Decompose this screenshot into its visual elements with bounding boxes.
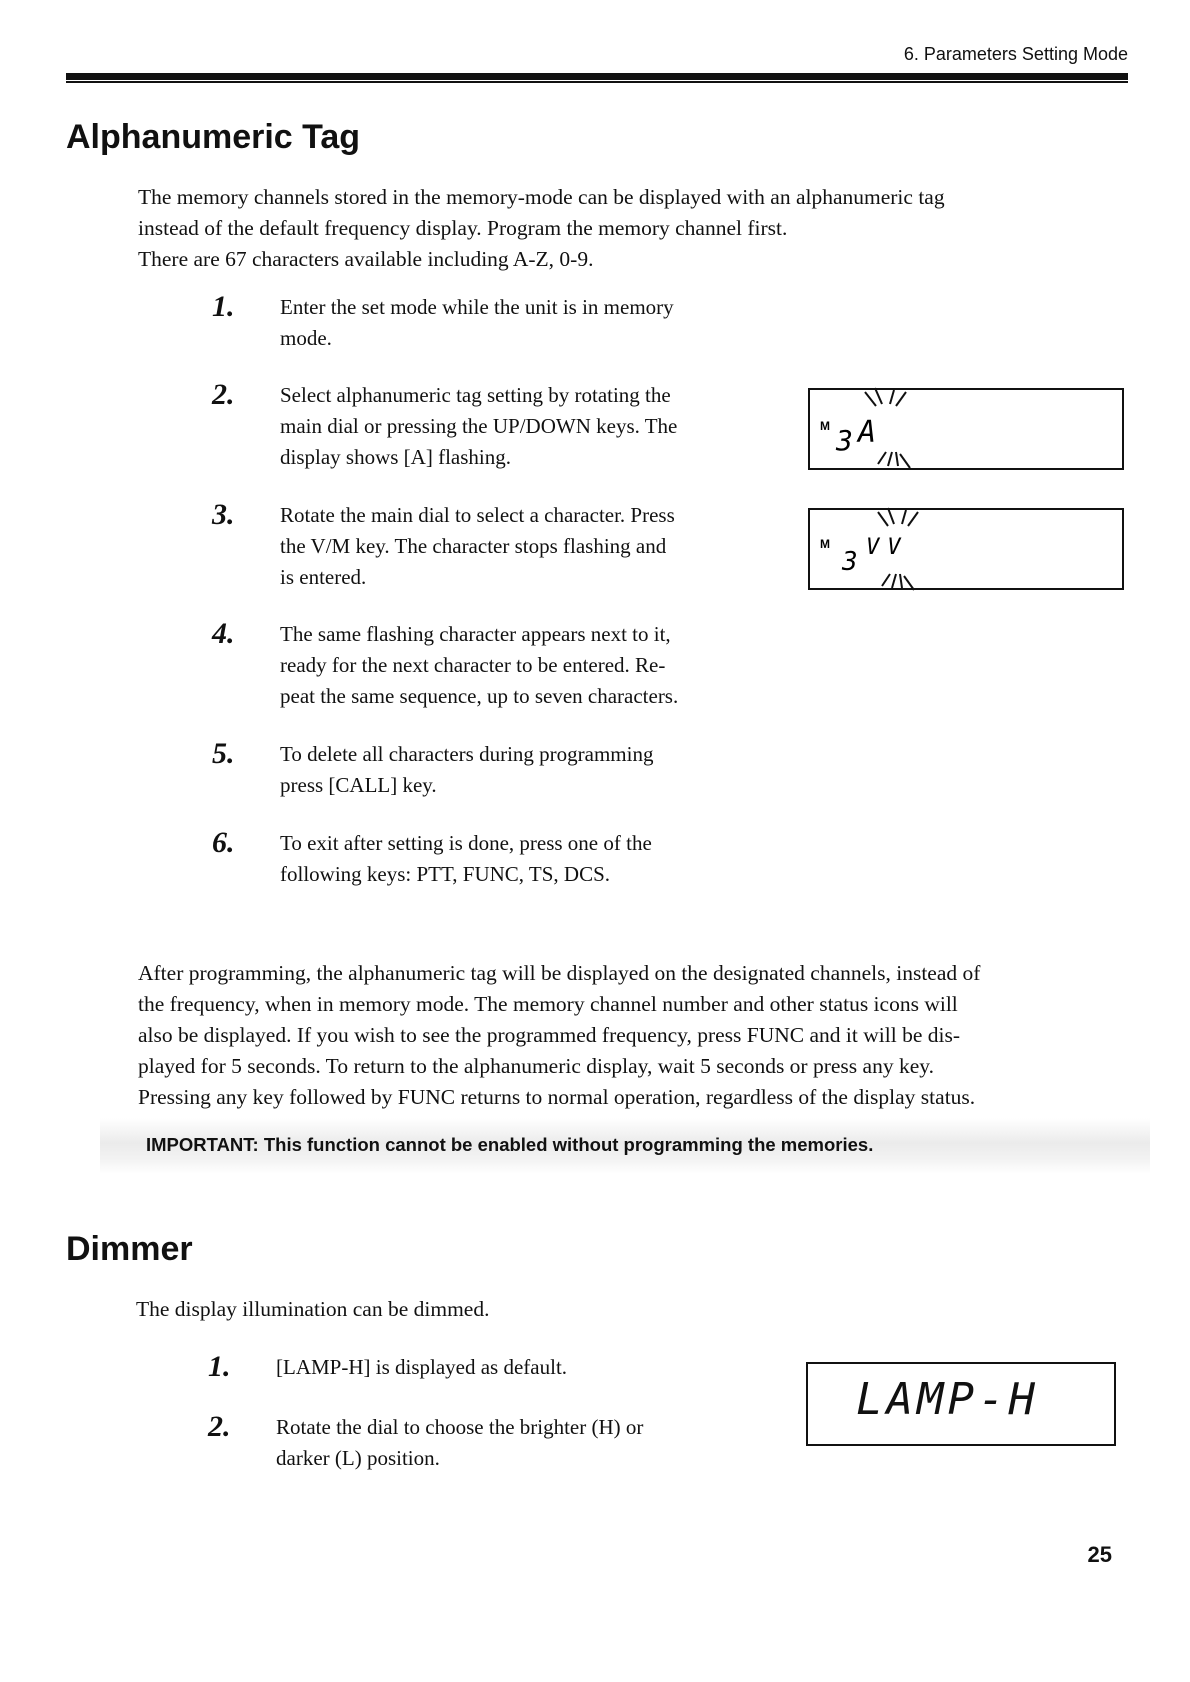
paragraph-line: After programming, the alphanumeric tag will be displayed on the designated channels, instead of [138,961,981,985]
paragraph-line: Pressing any key followed by FUNC returns to normal operation, regardless of the display status. [138,1085,976,1109]
page-number: 25 [1087,1542,1112,1567]
step-text [280,828,750,890]
step-text [276,1352,746,1383]
lcd-display-entered-character-graphic [808,490,1128,620]
running-header: 6. Parameters Setting Mode [903,44,1128,64]
step-line: is entered. [280,565,367,589]
step-line: darker (L) position. [276,1446,440,1470]
step-line: Rotate the dial to choose the brighter (H) or [276,1415,644,1439]
step-text [280,500,750,593]
paragraph-line: the frequency, when in memory mode. The memory channel number and other status icons will [138,992,958,1016]
section-title-dimmer: Dimmer [66,1230,193,1268]
step-number: 1. [212,290,235,323]
step-line: mode. [280,326,332,350]
memory-m-indicator: M [820,419,830,433]
intro-line: The memory channels stored in the memory-mode can be displayed with an alphanumeric tag [138,185,945,209]
step-line: Select alphanumeric tag setting by rotating the [280,383,671,407]
step-number: 6. [212,826,235,859]
step-number: 5. [212,737,235,770]
step-number: 1. [208,1350,231,1383]
lamp-level-readout: LAMP-H [856,1374,1039,1425]
step-text [280,619,750,712]
channel-digit: 3 [842,547,858,577]
step-number: 2. [212,378,235,411]
flashing-character: A [858,415,877,450]
header-rule-thin [66,81,1128,83]
step-text [280,292,750,354]
step-line: To delete all characters during programming [280,742,654,766]
paragraph-line: played for 5 seconds. To return to the alphanumeric display, wait 5 seconds or press any key. [138,1054,934,1078]
step-line: The same flashing character appears next to it, [280,622,671,646]
step-line: ready for the next character to be entered. Re- [280,653,666,677]
memory-m-indicator: M [820,537,830,551]
lcd-display-lamp [806,1362,1116,1446]
step-line: the V/M key. The character stops flashing and [280,534,667,558]
step-line: press [CALL] key. [280,773,437,797]
step-line: peat the same sequence, up to seven characters. [280,684,679,708]
step-line: Enter the set mode while the unit is in memory [280,295,674,319]
step-text [280,380,750,473]
step-number: 2. [208,1410,231,1443]
step-number: 4. [212,617,235,650]
step-line: main dial or pressing the UP/DOWN keys. The [280,414,678,438]
alpha-intro [138,182,945,275]
paragraph-line: also be displayed. If you wish to see the programmed frequency, press FUNC and it will be dis- [138,1023,960,1047]
intro-line: There are 67 characters available including A-Z, 0-9. [138,247,594,271]
step-line: display shows [A] flashing. [280,445,511,469]
step-text [280,739,750,801]
section-title-alphanumeric-tag: Alphanumeric Tag [66,118,361,156]
intro-line: instead of the default frequency display. Program the memory channel first. [138,216,788,240]
step-line: following keys: PTT, FUNC, TS, DCS. [280,862,611,886]
step-line: [LAMP-H] is displayed as default. [276,1355,568,1379]
step-number: 3. [212,498,235,531]
step-line: To exit after setting is done, press one of the [280,831,652,855]
after-programming-paragraph [138,958,980,1113]
header-rule [66,73,1128,80]
important-note: IMPORTANT: This function cannot be enabled without programming the memories. [146,1134,874,1155]
step-line: Rotate the main dial to select a character. Press [280,503,675,527]
lcd-display-flashing-a-graphic [808,370,1128,500]
channel-digit: 3 [836,424,853,457]
entered-characters: VV [866,535,909,560]
step-text [276,1412,746,1474]
dimmer-intro: The display illumination can be dimmed. [136,1297,490,1321]
